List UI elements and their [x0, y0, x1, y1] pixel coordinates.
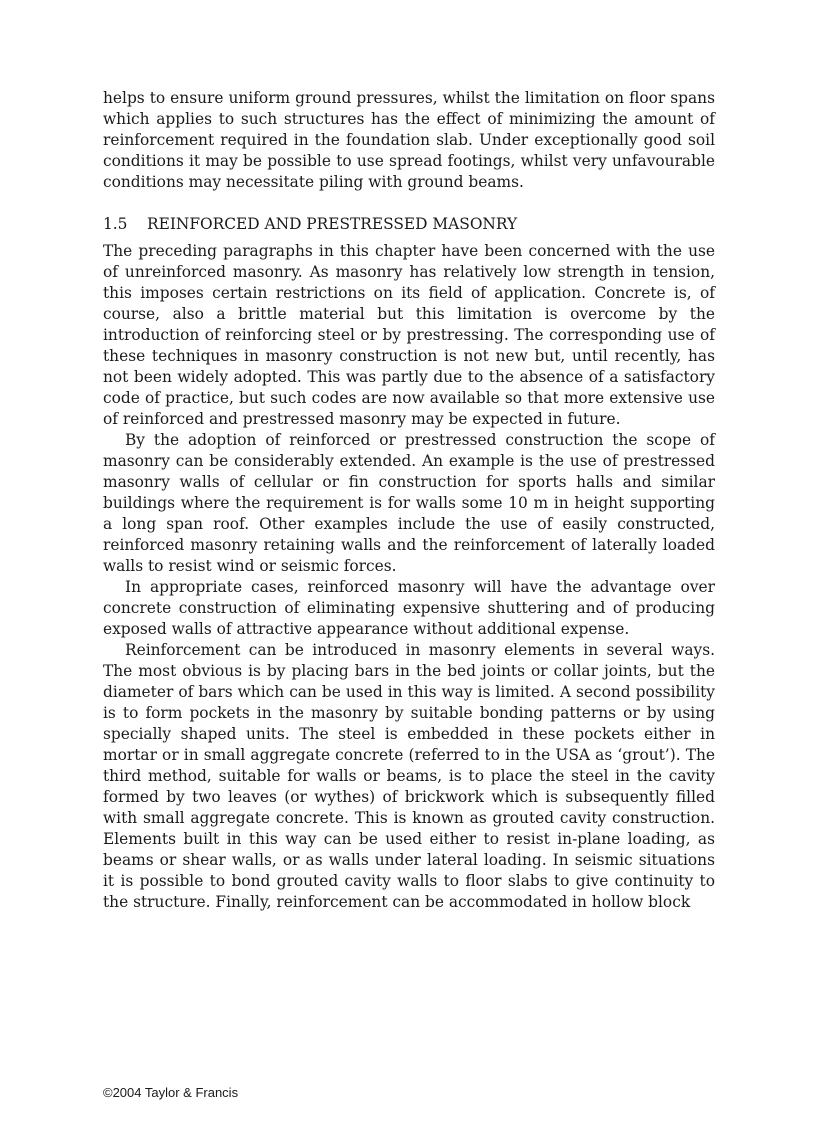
paragraph: The preceding paragraphs in this chapter have been concerned with the use of unreinforced masonry. As masonry has relatively low strength in tension, this imposes certain restrictions on its field of application. Concrete is, of course, also a brittle material but this limitation is overcome by the introduction of reinforcing steel or by prestressing. The corresponding use of these techniques in masonry construction is not new but, until recently, has not been widely adopted. This was partly due to the absence of a satisfactory code of practice, but such codes are now available so that more extensive use of reinforced and prestressed masonry may be expected in future. — [103, 242, 715, 428]
paragraph-continued: helps to ensure uniform ground pressures, whilst the limitation on floor spans which applies to such structures has the effect of minimizing the amount of reinforcement required in the foundation slab. Under exceptionally good soil conditions it may be possible to use spread footings, whilst very unfavourable conditions may necessitate piling with ground beams. — [103, 89, 715, 191]
section-heading — [103, 214, 715, 235]
paragraph: Reinforcement can be introduced in masonry elements in several ways. The most obvious is by placing bars in the bed joints or collar joints, but the diameter of bars which can be used in this way is limited. A second possibility is to form pockets in the masonry by suitable bonding patterns or by using specially shaped units. The steel is embedded in these pockets either in mortar or in small aggregate concrete (referred to in the USA as ‘grout’). The third method, suitable for walls or beams, is to place the steel in the cavity formed by two leaves (or wythes) of brickwork which is subsequently filled with small aggregate concrete. This is known as grouted cavity construction. Elements built in this way can be used either to resist in-plane loading, as beams or shear walls, or as walls under lateral loading. In seismic situations it is possible to bond grouted cavity walls to floor slabs to give continuity to the structure. Finally, reinforcement can be accommodated in hollow block — [103, 641, 715, 911]
paragraph: In appropriate cases, reinforced masonry will have the advantage over concrete construction of eliminating expensive shuttering and of producing exposed walls of attractive appearance without additional expense. — [103, 578, 715, 638]
section-title: REINFORCED AND PRESTRESSED MASONRY — [147, 215, 518, 233]
section-number: 1.5 — [103, 215, 128, 233]
body-text — [103, 88, 715, 913]
copyright-footer: ©2004 Taylor & Francis — [103, 1085, 239, 1100]
paragraph: By the adoption of reinforced or prestressed construction the scope of masonry can be considerably extended. An example is the use of prestressed masonry walls of cellular or fin construction for sports halls and similar buildings where the requirement is for walls some 10 m in height supporting a long span roof. Other examples include the use of easily constructed, reinforced masonry retaining walls and the reinforcement of laterally loaded walls to resist wind or seismic forces. — [103, 431, 715, 575]
